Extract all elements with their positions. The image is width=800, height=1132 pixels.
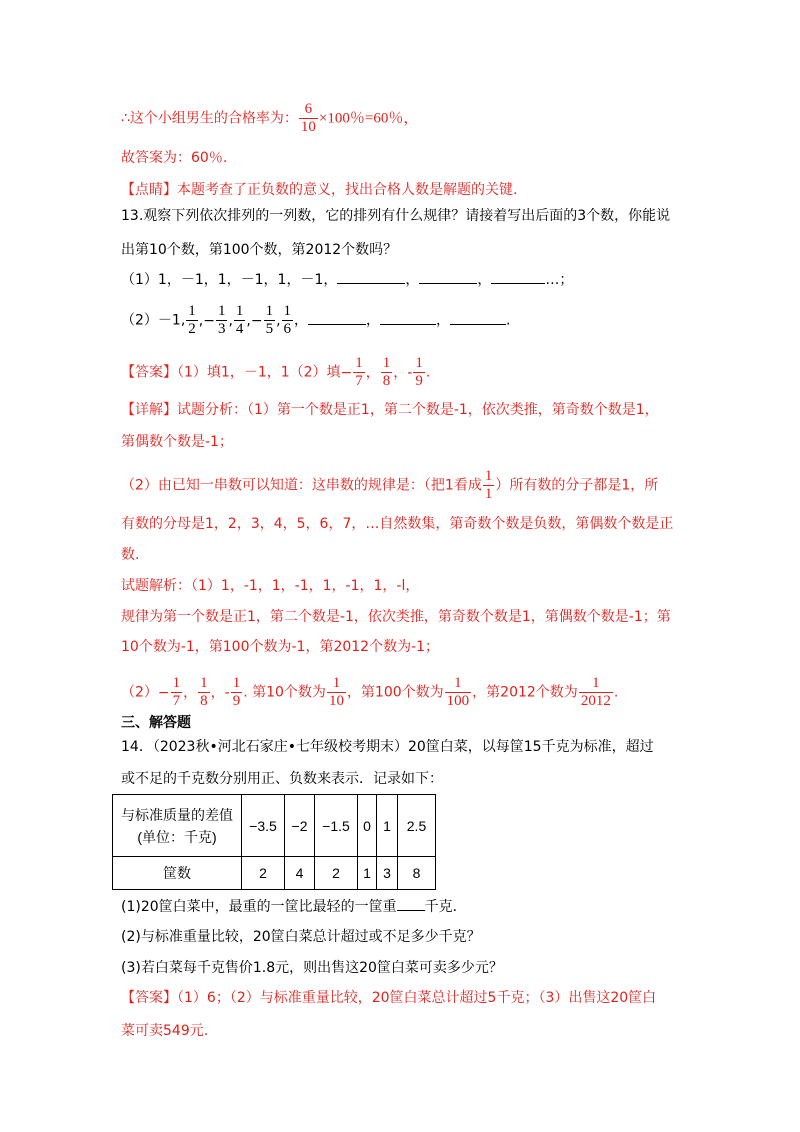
section-heading: 三、解答题 (121, 715, 191, 731)
table-cell: 1 (358, 857, 377, 890)
detail-l6: 试题解析：（1）1，-1，1，-1，1，-1，1，-l， (121, 578, 420, 594)
fraction (216, 303, 228, 338)
answer13-fractions (340, 355, 426, 389)
q14-line1: 14．（2023秋•河北石家庄•七年级校考期末）20筐白菜，以每筐15千克为标准，超过 (121, 739, 654, 755)
period: . (613, 684, 619, 701)
sub1-suffix: 千克． (424, 899, 467, 915)
fraction (282, 303, 294, 338)
sign: , (276, 312, 281, 329)
denominator: 3 (217, 321, 226, 337)
fraction: $\frac{1}{100}$ (446, 675, 470, 709)
denominator: 2 (188, 321, 196, 337)
numerator: 1 (172, 675, 181, 691)
row-header-line: 与标准质量的差值 (121, 806, 233, 823)
detail-l9-text: ，第2012个数为 (472, 684, 578, 701)
conclusion-suffix: ×100％=60％， (318, 110, 419, 127)
blank (380, 312, 436, 325)
q14-line2: 或不足的千克数分别用正、负数来表示．记录如下： (121, 771, 443, 787)
answer13-line (121, 355, 430, 390)
numerator: 1 (382, 355, 391, 371)
sign: ， (183, 684, 198, 701)
period: . (425, 364, 431, 381)
denominator: 6 (283, 321, 292, 337)
period: . (506, 312, 511, 329)
denominator: 9 (232, 693, 241, 709)
numerator: 1 (265, 303, 274, 319)
sub1-prefix: (1)20筐白菜中，最重的一筐比最轻的一筐重 (121, 899, 397, 915)
separator: ， (436, 312, 451, 329)
denominator: 8 (200, 693, 208, 709)
table-cell: 1 (377, 795, 398, 857)
numerator: 1 (232, 675, 241, 691)
table-cell: 2.5 (398, 795, 436, 857)
detail-l3 (121, 468, 658, 503)
detail-l9 (121, 675, 618, 710)
numerator: 1 (200, 675, 208, 691)
sign: ,− (198, 312, 215, 329)
detail-l9-text: ，第100个数为 (346, 684, 444, 701)
row-header-line: (单位：千克) (137, 828, 217, 845)
q13-part1 (121, 270, 573, 290)
numerator: 1 (217, 303, 226, 319)
q13-line2: 出第10个数，第100个数，第2012个数吗？ (121, 242, 398, 258)
sign: ，- (210, 684, 230, 701)
table-cell: 4 (285, 857, 315, 890)
fraction (381, 355, 393, 390)
denominator: 5 (265, 321, 274, 337)
numerator: 1 (235, 303, 244, 319)
part1-suffix: …； (545, 272, 574, 288)
numerator: 1 (415, 355, 423, 371)
part2-prefix: （2）－1, (121, 312, 186, 329)
blank (491, 271, 545, 284)
table-cell: 3 (377, 857, 398, 890)
sign: ， (365, 364, 380, 381)
fraction: $\frac{6}{10}$ (300, 101, 316, 135)
detail-l2: 第偶数个数是-1； (121, 434, 233, 450)
numerator: 1 (355, 355, 363, 371)
detail-l7: 规律为第一个数是正1，第二个数是-1，依次类推，第奇数个数是1，第偶数个数是-1；第 (121, 609, 671, 625)
blank (397, 898, 425, 911)
separator: ， (366, 312, 381, 329)
table-cell: 2 (242, 857, 285, 890)
sign: − (340, 364, 353, 381)
data-table (112, 794, 436, 890)
table-cell: 8 (398, 857, 436, 890)
numerator: 1 (283, 303, 292, 319)
fraction (186, 303, 198, 338)
blank (419, 271, 477, 284)
detail-l9-text: . 第10个数为 (243, 684, 326, 701)
fraction: $\frac{1}{2012}$ (580, 675, 611, 709)
answer13-prefix: 【答案】（1）填1，－1，1（2）填 (121, 364, 341, 381)
separator: ， (477, 272, 492, 288)
q14-sub1 (121, 897, 467, 917)
fraction (231, 675, 243, 710)
q13-line1: 13.观察下列依次排列的一列数，它的排列有什么规律？请接着写出后面的3个数，你能说 (121, 208, 671, 224)
fraction: $\frac{1}{10}$ (328, 675, 344, 709)
sign: ，- (393, 364, 413, 381)
table-cell: −1.5 (315, 795, 358, 857)
fraction (171, 675, 183, 710)
separator: ， (405, 272, 420, 288)
fraction (234, 303, 246, 338)
conclusion-prefix: ∴这个小组男生的合格率为： (121, 110, 298, 127)
row-header (113, 795, 242, 857)
detail-l9-prefix: （2） (121, 684, 158, 701)
fraction: $\frac{1}{1}$ (484, 468, 493, 502)
denominator: 4 (235, 321, 244, 337)
sign: , (228, 312, 233, 329)
q13-part2 (121, 303, 511, 338)
detail-l3-prefix: （2）由已知一串数可以知道：这串数的规律是：（把1看成 (121, 477, 482, 494)
denominator: 7 (355, 373, 363, 389)
blank (337, 271, 405, 284)
fraction (198, 675, 210, 710)
detail-l8: 10个数为-1，第100个数为-1，第2012个数为-1； (121, 639, 440, 655)
table-cell: 0 (358, 795, 377, 857)
answer14-l2: 菜可卖549元. (121, 1023, 209, 1039)
detail-l1: 【详解】试题分析：（1）第一个数是正1，第二个数是-1，依次类推，第奇数个数是1， (121, 402, 659, 418)
sign: − (157, 684, 170, 701)
sign: ,− (246, 312, 263, 329)
detail-l4: 有数的分母是1，2，3，4，5，6，7，…自然数集，第奇数个数是负数，第偶数个数是正 (121, 516, 674, 532)
table-row (113, 795, 436, 857)
denominator: 8 (382, 373, 391, 389)
q14-sub2: (2)与标准重量比较，20筐白菜总计超过或不足多少千克？ (121, 929, 481, 945)
fraction (264, 303, 276, 338)
detail-l3-suffix: ）所有数的分子都是1，所 (495, 477, 659, 494)
separator: ， (294, 312, 309, 329)
denominator: 7 (172, 693, 181, 709)
numerator: 1 (188, 303, 196, 319)
row-header: 筐数 (113, 857, 242, 890)
blank (308, 312, 366, 325)
table-cell: −2 (285, 795, 315, 857)
denominator: 9 (415, 373, 423, 389)
comment-line: 【点睛】本题考查了正负数的意义，找出合格人数是解题的关键. (121, 182, 518, 198)
conclusion-line (121, 101, 418, 136)
blank (450, 312, 506, 325)
table-cell: 2 (315, 857, 358, 890)
fraction (413, 355, 425, 390)
detail-l9-fractions (157, 675, 243, 709)
detail-l5: 数. (121, 547, 140, 563)
part2-fractions (185, 303, 294, 337)
fraction (353, 355, 365, 390)
table-cell: −3.5 (242, 795, 285, 857)
part1-prefix: （1）1，－1，1，－1，1，－1， (121, 272, 338, 288)
answer14-l1: 【答案】（1）6；（2）与标准重量比较，20筐白菜总计超过5千克；（3）出售这20筐白 (121, 990, 657, 1006)
q14-sub3: (3)若白菜每千克售价1.8元，则出售这20筐白菜可卖多少元？ (121, 960, 503, 976)
table-row (113, 857, 436, 890)
answer-line: 故答案为：60％. (121, 150, 228, 166)
